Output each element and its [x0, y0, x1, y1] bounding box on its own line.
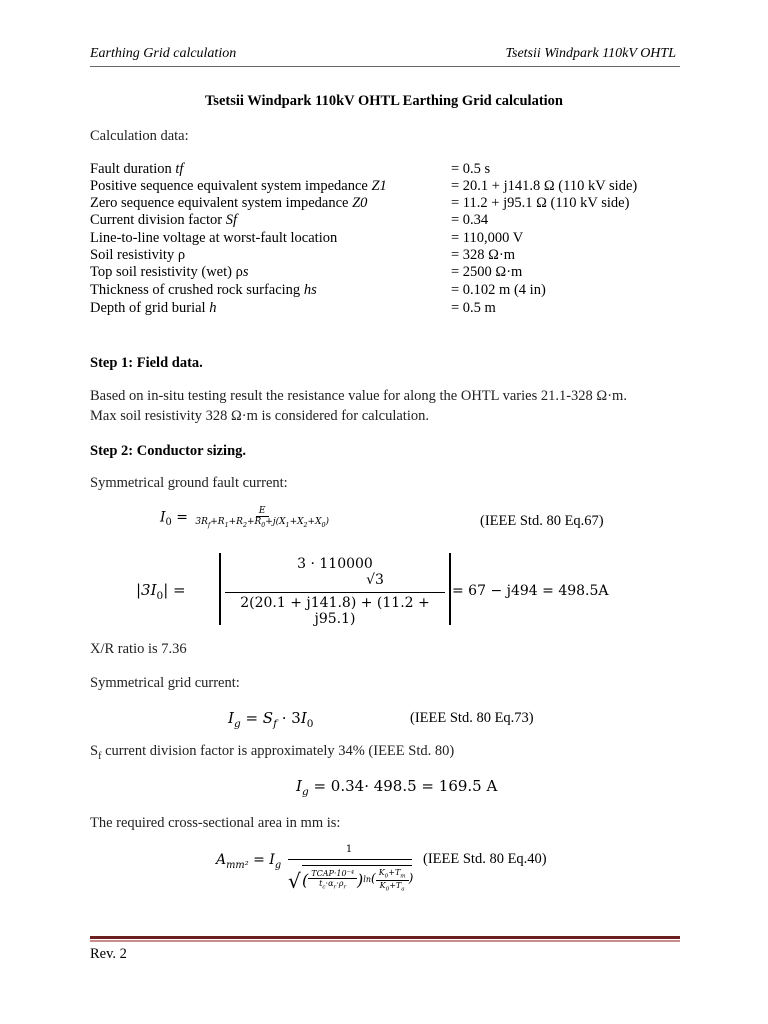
header-left: Earthing Grid calculation: [90, 46, 237, 61]
equation-3i0-result: = 67 − j494 = 498.5A: [452, 583, 609, 599]
calc-row: Zero sequence equivalent system impedance Z0 = 11.2 + j95.1 Ω (110 kV side): [90, 195, 630, 211]
header-right: Tsetsii Windpark 110kV OHTL: [505, 46, 676, 61]
fraction-bar: [225, 592, 445, 593]
calc-row: Line-to-line voltage at worst-fault location = 110,000 V: [90, 230, 524, 246]
sf-text: $S_f$ current division factor is approximately 34% (IEEE Std. 80): [90, 743, 455, 762]
calc-row: Current division factor Sf = 0.34: [90, 212, 489, 228]
step1-heading: Step 1: Field data.: [90, 355, 203, 371]
calc-row: Top soil resistivity (wet) ρs = 2500 Ω·m: [90, 264, 523, 280]
page-title: Tsetsii Windpark 110kV OHTL Earthing Grid calculation: [204, 93, 564, 109]
equation-3i0-lhs: $|3I_0|$ =: [136, 581, 186, 602]
xr-ratio: X/R ratio is 7.36: [90, 641, 187, 657]
area-text: The required cross-sectional area in mm is:: [90, 815, 341, 831]
calc-row: Positive sequence equivalent system impedance Z1 = 20.1 + j141.8 Ω (110 kV side): [90, 178, 638, 194]
ref-eq73: (IEEE Std. 80 Eq.73): [410, 710, 534, 726]
step1-line2: Max soil resistivity 328 Ω·m is considered for calculation.: [90, 408, 429, 424]
calc-row: Fault duration tf = 0.5 s: [90, 161, 491, 177]
header-rule: [90, 66, 680, 67]
equation-3i0-num: 3 · 110000: [297, 556, 373, 572]
step1-line1: Based on in-situ testing result the resistance value for along the OHTL varies 21.1-328 Ω·m.: [90, 388, 627, 404]
calc-row: Depth of grid burial h = 0.5 m: [90, 300, 496, 316]
equation-ig: $I_g = S_f \cdot 3I_0$: [228, 709, 314, 730]
sym-fault-text: Symmetrical ground fault current:: [90, 475, 288, 491]
equation-area-lhs: $A_{mm^2} = I_g$: [216, 852, 282, 871]
equation-3i0-sqrt: √3: [366, 572, 384, 588]
equation-3i0-abs: [219, 553, 451, 625]
step2-heading: Step 2: Conductor sizing.: [90, 443, 247, 459]
equation-i0: $I_0$ = $\frac{E}{3R_f+R_1+R_2+R_0+j(X_1+X_2+X_0)}$: [160, 506, 330, 529]
equation-ig-value: $I_g = 0.34\cdot 498.5 = 169.5$ A: [296, 777, 498, 798]
ref-eq67: (IEEE Std. 80 Eq.67): [480, 513, 604, 529]
calc-row: Thickness of crushed rock surfacing hs = 0.102 m (4 in): [90, 282, 546, 298]
footer-rev: Rev. 2: [90, 946, 127, 962]
ref-eq40: (IEEE Std. 80 Eq.40): [423, 851, 547, 867]
equation-3i0-den: 2(20.1 + j141.8) + (11.2 + j95.1): [240, 595, 430, 627]
footer-rule-dark: [90, 936, 680, 939]
calc-row: Soil resistivity ρ = 328 Ω·m: [90, 247, 516, 263]
equation-area-frac: 1 √ ( $\frac{\text{TCAP·10⁻⁴}}{t_c\cdot\alpha_r\cdot\rho_r}$ )ln( $\frac{K_0+T_m}{K_0+T_a}$ ): [288, 844, 414, 893]
calc-heading: Calculation data:: [90, 128, 189, 144]
footer-rule-light: [90, 940, 680, 942]
sym-grid-text: Symmetrical grid current:: [90, 675, 240, 691]
